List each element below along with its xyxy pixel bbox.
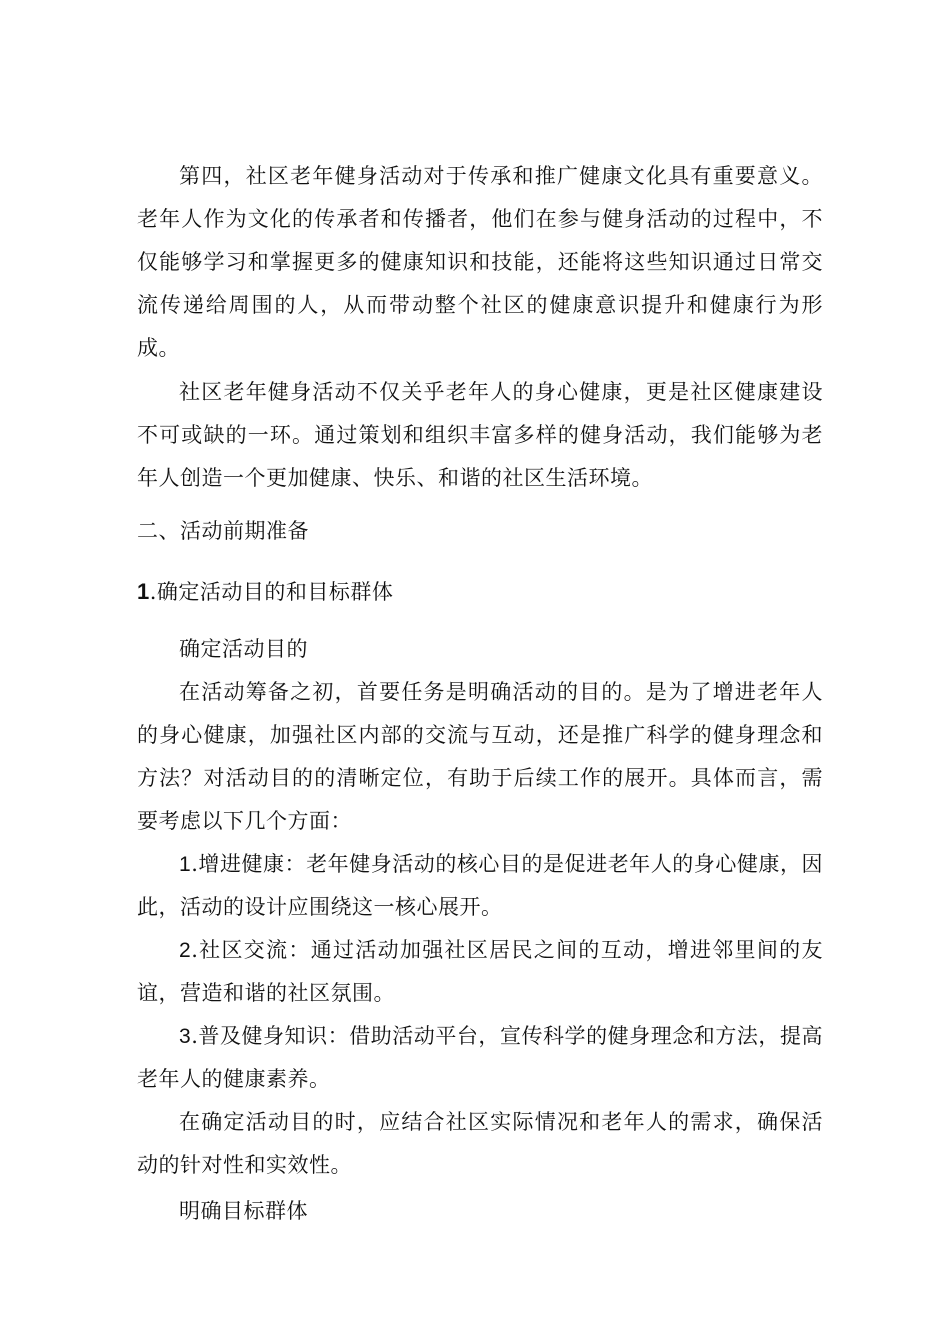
list-item-text: .增进健康：老年健身活动的核心目的是促进老年人的身心健康，因此，活动的设计应围绕这一核心展开。 xyxy=(137,852,823,919)
paragraph-purpose-conclusion: 在确定活动目的时，应结合社区实际情况和老年人的需求，确保活动的针对性和实效性。 xyxy=(137,1110,823,1177)
paragraph-fourth-point: 第四，社区老年健身活动对于传承和推广健康文化具有重要意义。老年人作为文化的传承者和传播者，他们在参与健身活动的过程中，不仅能够学习和掌握更多的健康知识和技能，还能将这些知识通过日常交流传递给周围的人，从而带动整个社区的健康意识提升和健康行为形成。 xyxy=(137,164,823,360)
list-item-number: 3 xyxy=(179,1025,192,1048)
paragraph-summary: 社区老年健身活动不仅关乎老年人的身心健康，更是社区健康建设不可或缺的一环。通过策划和组织丰富多样的健身活动，我们能够为老年人创造一个更加健康、快乐、和谐的社区生活环境。 xyxy=(137,380,823,490)
subsection-number: 1 xyxy=(137,579,150,604)
section-heading-preparation: 二、活动前期准备 xyxy=(137,519,309,543)
heading-target-group: 明确目标群体 xyxy=(179,1199,308,1223)
list-item xyxy=(137,1015,823,1101)
document-page xyxy=(137,155,823,1233)
list-item-number: 2 xyxy=(179,939,192,962)
paragraph-purpose-intro: 在活动筹备之初，首要任务是明确活动的目的。是为了增进老年人的身心健康，加强社区内部的交流与互动，还是推广科学的健身理念和方法？对活动目的的清晰定位，有助于后续工作的展开。具体而言，需要考虑以下几个方面： xyxy=(137,680,823,833)
list-item xyxy=(137,843,823,929)
list-item-text: .社区交流：通过活动加强社区居民之间的互动，增进邻里间的友谊，营造和谐的社区氛围。 xyxy=(137,938,823,1005)
subsection-heading-purpose-and-target xyxy=(137,570,823,614)
heading-determine-purpose: 确定活动目的 xyxy=(179,637,308,661)
list-item-text: .普及健身知识：借助活动平台，宣传科学的健身理念和方法，提高老年人的健康素养。 xyxy=(137,1024,823,1091)
list-item-number: 1 xyxy=(179,853,192,876)
list-item xyxy=(137,929,823,1015)
subsection-title: .确定活动目的和目标群体 xyxy=(149,580,394,604)
